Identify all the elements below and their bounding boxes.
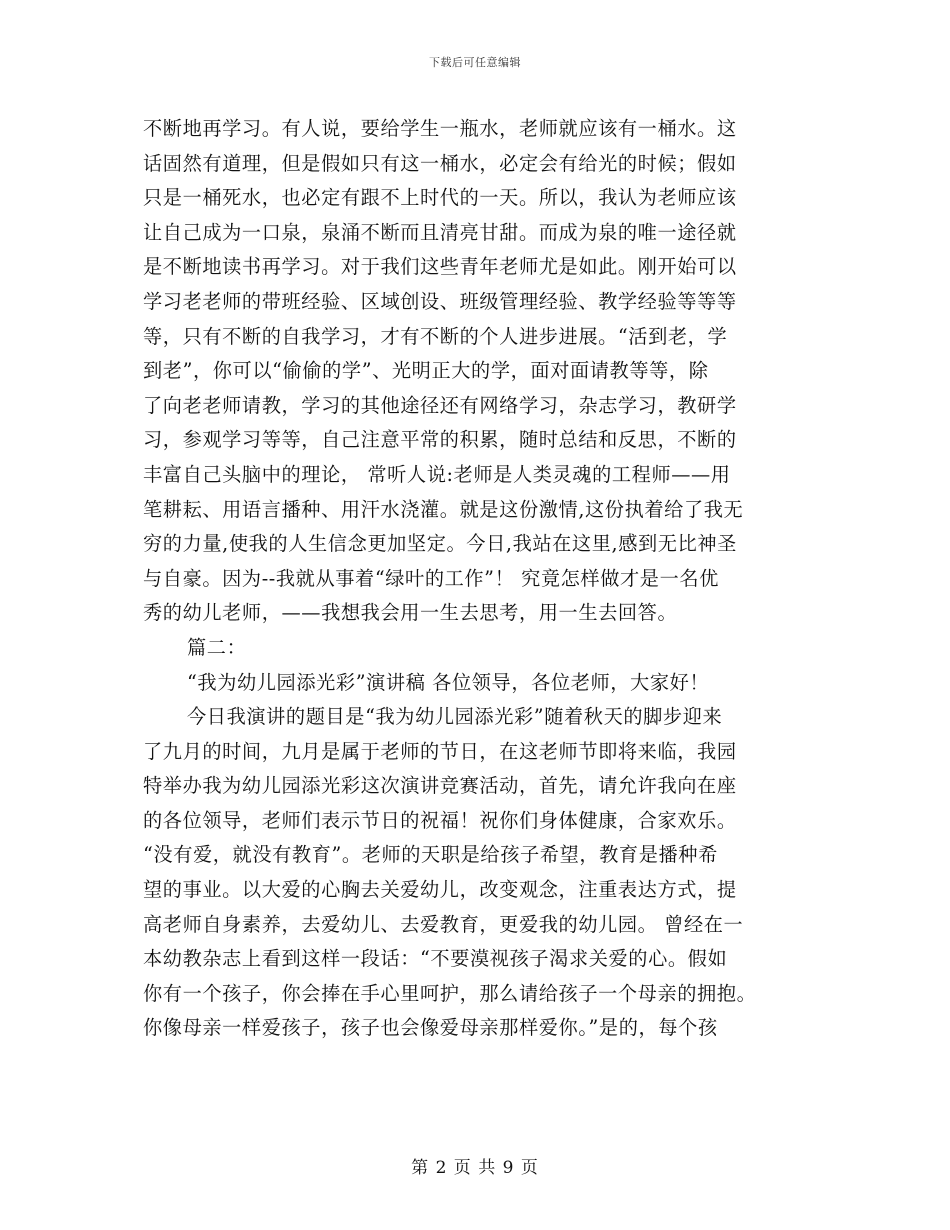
page-footer bbox=[0, 1153, 950, 1178]
text-line: 秀的幼儿老师，——我想我会用一生去思考，用一生去回答。 bbox=[143, 601, 678, 625]
text-line: 到老”，你可以“偷偷的学”、光明正大的学，面对面请教等等，除 bbox=[143, 359, 709, 383]
text-line: 的各位领导，老师们表示节日的祝福！祝你们身体健康，合家欢乐。 bbox=[143, 808, 737, 832]
text-line: 穷的力量,使我的人生信念更加坚定。今日,我站在这里,感到无比神圣 bbox=[143, 532, 737, 556]
text-line: 只是一桶死水，也必定有跟不上时代的一天。所以，我认为老师应该 bbox=[143, 186, 737, 210]
text-line: 本幼教杂志上看到这样一段话：“不要漠视孩子渴求关爱的心。假如 bbox=[143, 947, 728, 971]
text-line: 了九月的时间，九月是属于老师的节日，在这老师节即将来临，我园 bbox=[143, 739, 737, 763]
page-number-label: 第 2 页 共 9 页 bbox=[411, 1158, 539, 1178]
text-line: 篇二： bbox=[187, 635, 247, 659]
text-line: 笔耕耘、用语言播种、用汗水浇灌。就是这份激情,这份执着给了我无 bbox=[143, 497, 744, 521]
text-line: 望的事业。以大爱的心胸去关爱幼儿，改变观念，注重表达方式，提 bbox=[143, 878, 737, 902]
page-header: 下载后可任意编辑 bbox=[429, 56, 521, 69]
document-body bbox=[143, 112, 808, 1046]
text-line: 你有一个孩子，你会捧在手心里呵护，那么请给孩子一个母亲的拥抱。 bbox=[143, 981, 757, 1005]
text-line: 了向老老师请教，学习的其他途径还有网络学习，杂志学习，教研学 bbox=[143, 393, 737, 417]
text-line: 你像母亲一样爱孩子，孩子也会像爱母亲那样爱你。”是的，每个孩 bbox=[143, 1016, 718, 1040]
text-line: “没有爱，就没有教育”。老师的天职是给孩子希望，教育是播种希 bbox=[143, 843, 718, 867]
text-line: 特举办我为幼儿园添光彩这次演讲竞赛活动，首先，请允许我向在座 bbox=[143, 774, 737, 798]
text-line: 话固然有道理，但是假如只有这一桶水，必定会有给光的时候；假如 bbox=[143, 151, 737, 175]
text-line: 今日我演讲的题目是“我为幼儿园添光彩”随着秋天的脚步迎来 bbox=[187, 705, 723, 729]
text-line: 与自豪。因为--我就从事着“绿叶的工作”！ 究竟怎样做才是一名优 bbox=[143, 566, 719, 590]
text-line: 高老师自身素养，去爱幼儿、去爱教育，更爱我的幼儿园。 曾经在一 bbox=[143, 912, 744, 936]
text-line: 习，参观学习等等，自己注意平常的积累，随时总结和反思，不断的 bbox=[143, 428, 737, 452]
text-line: 等，只有不断的自我学习，才有不断的个人进步进展。“活到老，学 bbox=[143, 324, 728, 348]
text-line: “我为幼儿园添光彩”演讲稿 各位领导，各位老师，大家好！ bbox=[187, 670, 710, 694]
text-line: 学习老老师的带班经验、区域创设、班级管理经验、教学经验等等等 bbox=[143, 289, 737, 313]
text-line: 丰富自己头脑中的理论， 常听人说:老师是人类灵魂的工程师——用 bbox=[143, 462, 731, 486]
text-line: 让自己成为一口泉，泉涌不断而且清亮甘甜。而成为泉的唯一途径就 bbox=[143, 220, 737, 244]
text-line: 不断地再学习。有人说，要给学生一瓶水，老师就应该有一桶水。这 bbox=[143, 117, 737, 140]
text-line: 是不断地读书再学习。对于我们这些青年老师尤是如此。刚开始可以 bbox=[143, 255, 737, 279]
